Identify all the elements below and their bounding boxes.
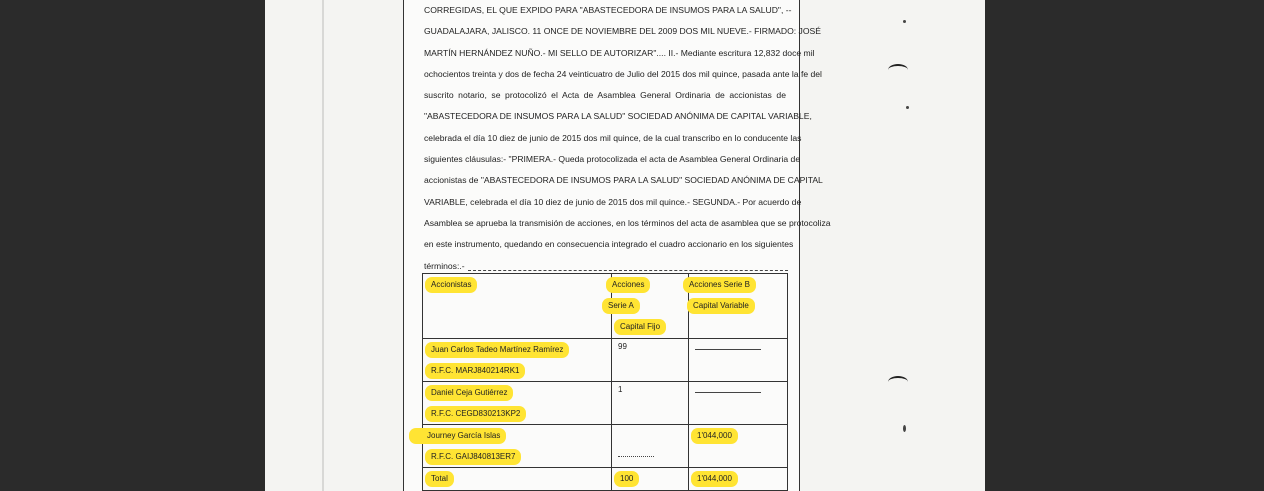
text-line: suscrito notario, se protocolizó el Acta de Asamblea General Ordinaria de accionistas de bbox=[424, 90, 786, 101]
serie-a-value: 1 bbox=[612, 382, 689, 425]
blank-line bbox=[695, 392, 761, 393]
page-margin-line bbox=[322, 0, 324, 491]
scan-speck bbox=[906, 106, 909, 109]
highlighted-text: Acciones bbox=[606, 277, 650, 293]
total-label-cell bbox=[423, 468, 612, 491]
serie-b-value bbox=[689, 339, 788, 382]
text-line: siguientes cláusulas:- "PRIMERA.- Queda protocolizada el acta de Asamblea General Ordinaria de bbox=[424, 154, 801, 165]
serie-a-value bbox=[612, 425, 689, 468]
text-line: VARIABLE, celebrada el día 10 diez de junio de 2015 dos mil quince.- SEGUNDA.- Por acuerdo de bbox=[424, 196, 802, 207]
binder-hole-icon bbox=[888, 64, 908, 76]
scan-speck bbox=[903, 425, 906, 432]
shareholder-name: Journey García Islas bbox=[409, 428, 506, 444]
text-line: en este instrumento, quedando en consecuencia integrado el cuadro accionario en los siguientes bbox=[424, 239, 794, 250]
shareholders-table bbox=[422, 273, 788, 491]
shareholder-rfc: R.F.C. CEGD830213KP2 bbox=[425, 406, 526, 422]
scan-speck bbox=[903, 20, 906, 23]
serie-b-value bbox=[689, 382, 788, 425]
total-label: Total bbox=[425, 471, 454, 487]
highlighted-text: Capital Fijo bbox=[614, 319, 666, 335]
highlighted-text: Serie A bbox=[602, 298, 640, 314]
total-serie-a: 100 bbox=[612, 468, 689, 491]
deed-paragraph bbox=[424, 0, 831, 277]
blank-line bbox=[618, 456, 654, 457]
terminos-label: términos:.- bbox=[424, 260, 465, 271]
text-line: CORREGIDAS, EL QUE EXPIDO PARA "ABASTECEDORA DE INSUMOS PARA LA SALUD", -- bbox=[424, 5, 792, 15]
total-serie-b: 1'044,000 bbox=[689, 468, 788, 491]
table-row bbox=[423, 339, 788, 382]
shareholder-rfc: R.F.C. GAIJ840813ER7 bbox=[425, 449, 521, 465]
table-row bbox=[423, 382, 788, 425]
shareholder-name: Daniel Ceja Gutiérrez bbox=[425, 385, 513, 401]
text-line: MARTÍN HERNÁNDEZ NUÑO.- MI SELLO DE AUTORIZAR".... II.- Mediante escritura 12,832 doce mil bbox=[424, 47, 815, 58]
shareholder-cell bbox=[423, 339, 612, 382]
filler-dashes bbox=[468, 261, 788, 271]
header-serie-b bbox=[689, 274, 788, 339]
text-line: GUADALAJARA, JALISCO. 11 ONCE DE NOVIEMBRE DEL 2009 DOS MIL NUEVE.- FIRMADO: JOSÉ bbox=[424, 26, 822, 37]
text-line: "ABASTECEDORA DE INSUMOS PARA LA SALUD" SOCIEDAD ANÓNIMA DE CAPITAL VARIABLE, bbox=[424, 111, 812, 122]
shareholder-cell bbox=[423, 425, 612, 468]
binder-hole-icon bbox=[888, 376, 908, 388]
text-line: ochocientos treinta y dos de fecha 24 veinticuatro de Julio del 2015 dos mil quince, pasada ante la fe del bbox=[424, 68, 822, 79]
highlighted-text: Capital Variable bbox=[687, 298, 755, 314]
shareholder-name: Juan Carlos Tadeo Martínez Ramírez bbox=[425, 342, 569, 358]
text-line: celebrada el día 10 diez de junio de 2015 dos mil quince, de la cual transcribo en lo conducente las bbox=[424, 132, 802, 143]
serie-b-value: 1'044,000 bbox=[689, 425, 788, 468]
header-serie-a bbox=[608, 274, 689, 339]
table-row bbox=[423, 425, 788, 468]
text-line: accionistas de "ABASTECEDORA DE INSUMOS PARA LA SALUD" SOCIEDAD ANÓNIMA DE CAPITAL bbox=[424, 175, 823, 186]
table-header-row bbox=[423, 274, 788, 339]
blank-line bbox=[695, 349, 761, 350]
table-total-row bbox=[423, 468, 788, 491]
serie-a-value: 99 bbox=[612, 339, 689, 382]
shareholder-cell bbox=[423, 382, 612, 425]
highlighted-text: Acciones Serie B bbox=[683, 277, 756, 293]
shareholder-rfc: R.F.C. MARJ840214RK1 bbox=[425, 363, 525, 379]
text-line: Asamblea se aprueba la transmisión de acciones, en los términos del acta de asamblea que se protocoliza bbox=[424, 217, 831, 228]
header-accionistas bbox=[423, 274, 612, 339]
highlighted-text: Accionistas bbox=[425, 277, 477, 293]
